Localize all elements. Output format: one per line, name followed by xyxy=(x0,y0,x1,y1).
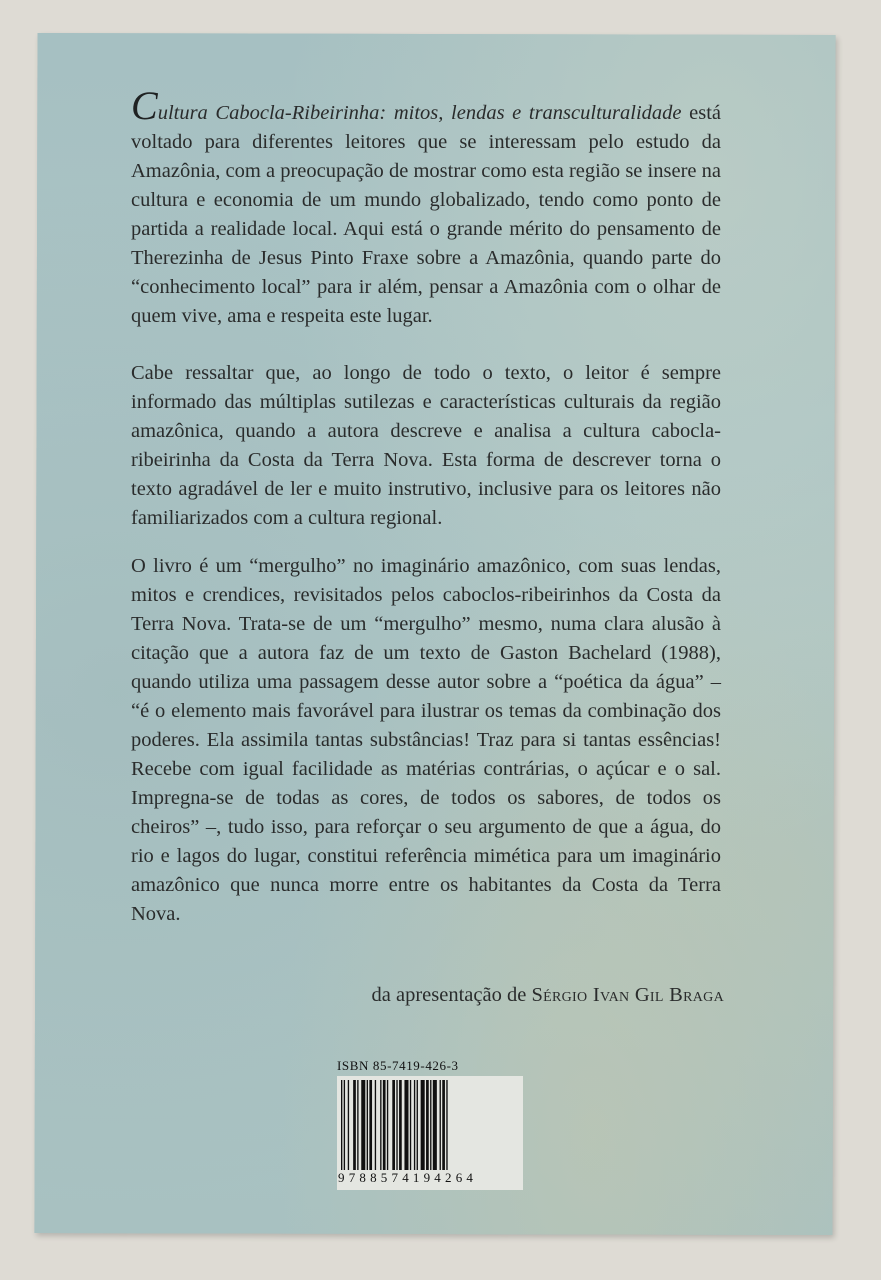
barcode-bar xyxy=(399,1080,402,1172)
barcode-bar xyxy=(392,1080,395,1182)
barcode-bar xyxy=(383,1080,386,1172)
paragraph-3: O livro é um “mergulho” no imaginário amazônico, com suas lendas, mitos e crendices, revisitados pelos caboclos-ribeirinhos da Costa da Terra Nova. Trata-se de um “mergulho” mesmo, numa clara alusão à citação que a autora faz de um texto de Gaston Bachelard (1988), quando utiliza uma passagem desse autor sobre a “poética da água” – “é o elemento mais favorável para ilustrar os temas da combinação dos poderes. Ela assimila tantas substâncias! Traz para si tantas essências! Recebe com igual facilidade as matérias contrárias, o açúcar e o sal. Impregna-se de todas as cores, de todos os sabores, de todos os cheiros” –, tudo isso, para reforçar o seu argumento de que a água, do rio e lagos do lugar, constitui referência mimética para um imaginário amazônico que nunca morre entre os habitantes da Costa da Terra Nova. xyxy=(131,555,721,925)
paragraph-1-text: está voltado para diferentes leitores que se interessam pelo estudo da Amazônia, com a preocupação de mostrar como esta região se insere na cultura e economia de um mundo globalizado, tendo como ponto de partida a realidade local. Aqui está o grande mérito do pensamento de Therezinha de Jesus Pinto Fraxe sobre a Amazônia, quando parte do “conhecimento local” para ir além, pensar a Amazônia com o olhar de quem vive, ama e respeita este lugar. xyxy=(131,102,721,327)
barcode-bar xyxy=(357,1080,358,1172)
book-title-italic: ultura Cabocla-Ribeirinha: mitos, lendas e transculturalidade xyxy=(157,102,682,124)
barcode-bar xyxy=(446,1080,447,1182)
barcode-bar xyxy=(410,1080,411,1172)
barcode-bar xyxy=(367,1080,368,1172)
barcode-bar xyxy=(426,1080,429,1172)
barcode-bar xyxy=(348,1080,349,1172)
barcode-bar xyxy=(369,1080,372,1172)
isbn-label: ISBN 85-7419-426-3 xyxy=(337,1058,459,1073)
barcode-bar xyxy=(414,1080,415,1172)
barcode-bar xyxy=(404,1080,408,1172)
barcode-bar xyxy=(396,1080,397,1182)
barcode-bar xyxy=(380,1080,381,1172)
paragraph-1 xyxy=(131,83,721,331)
barcode-bar xyxy=(442,1080,445,1182)
paragraph-2: Cabe ressaltar que, ao longo de todo o texto, o leitor é sempre informado das múltiplas sutilezas e características culturais da região amazônica, quando a autora descreve e analisa a cultura cabocla-ribeirinha da Costa da Terra Nova. Esta forma de descrever torna o texto agradável de ler e muito instrutivo, inclusive para os leitores não familiarizados com a cultura regional. xyxy=(131,362,721,529)
barcode-bar xyxy=(387,1080,388,1172)
barcode-bar xyxy=(430,1080,431,1172)
barcode-bar xyxy=(417,1080,418,1172)
attribution-line xyxy=(372,984,724,1007)
barcode-bar xyxy=(361,1080,365,1172)
barcode-bar xyxy=(341,1080,342,1182)
barcode-bar xyxy=(433,1080,437,1172)
barcode-bar xyxy=(375,1080,376,1172)
drop-cap: C xyxy=(131,83,158,128)
ean-digits xyxy=(337,1170,523,1186)
barcode-bar xyxy=(440,1080,441,1172)
barcode-bar xyxy=(344,1080,345,1182)
barcode-bar xyxy=(353,1080,356,1172)
barcode-bar xyxy=(421,1080,425,1172)
ean-number: 9788574194264 xyxy=(338,1170,478,1185)
attribution-author: Sérgio Ivan Gil Braga xyxy=(531,984,724,1006)
attribution-prefix: da apresentação de xyxy=(371,984,532,1006)
